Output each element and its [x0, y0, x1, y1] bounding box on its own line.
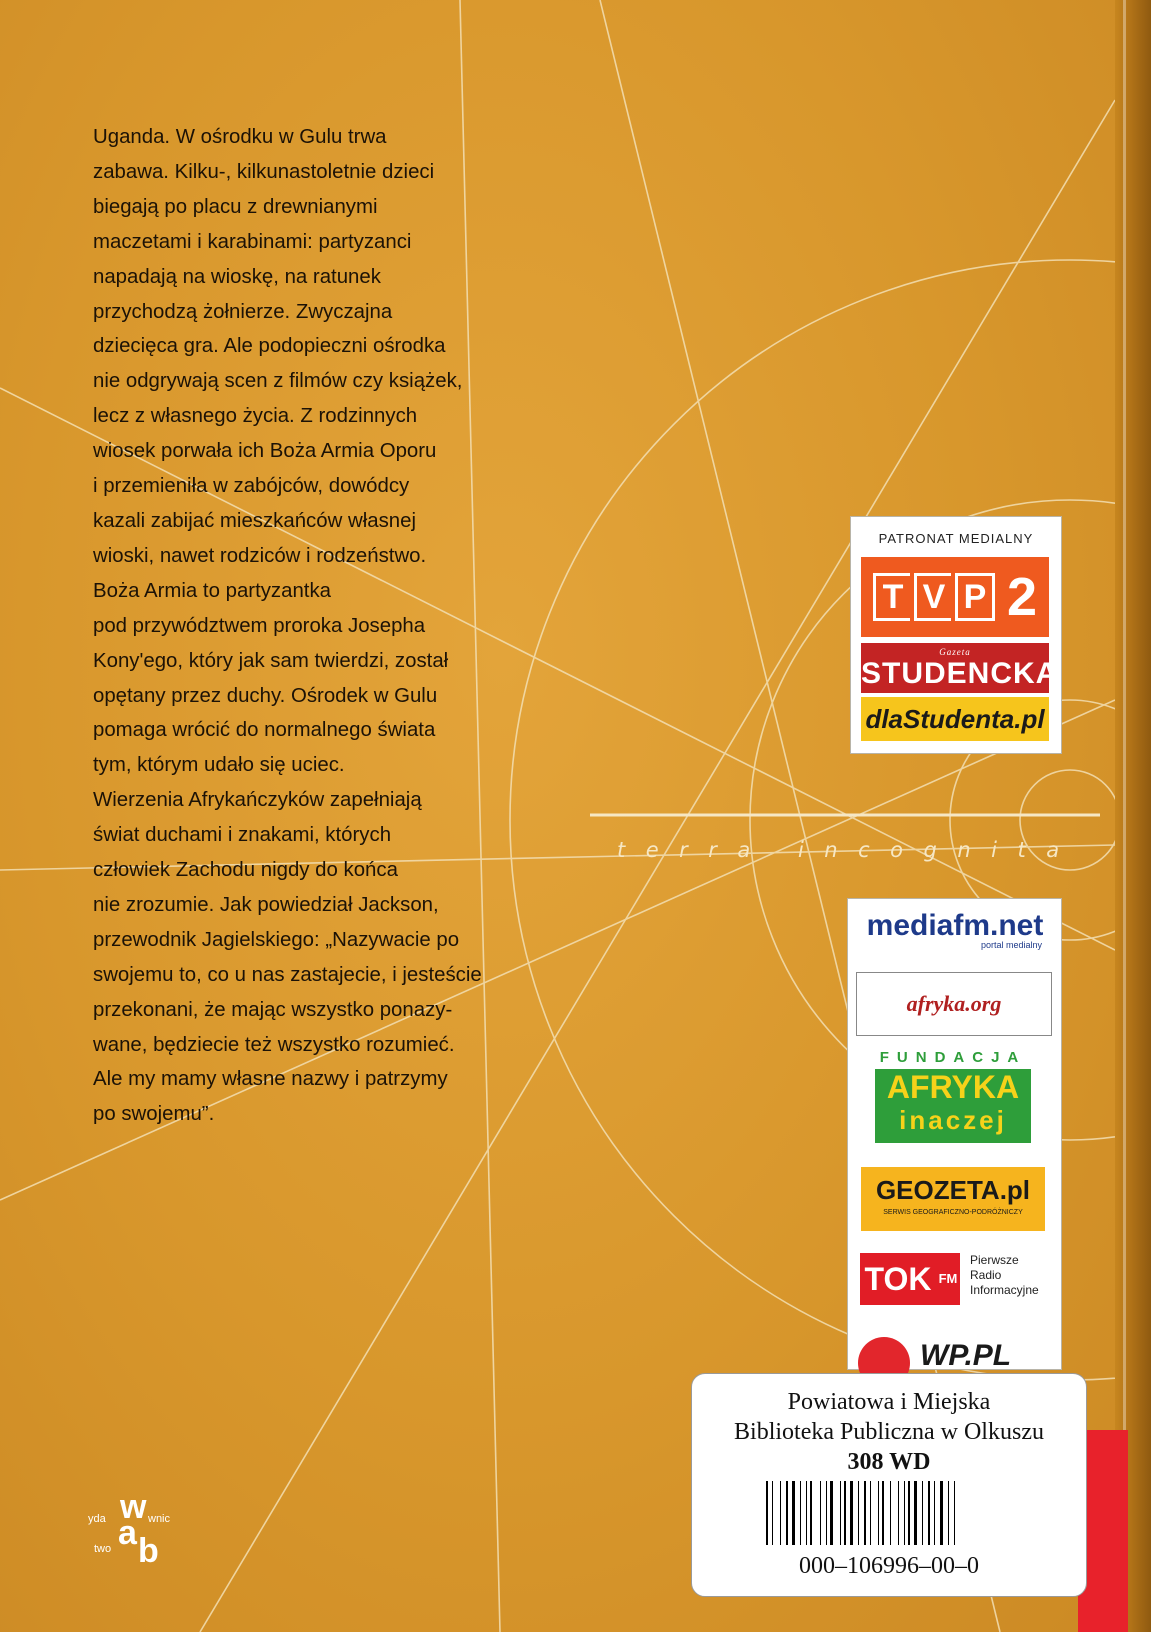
- barcode-bar: [786, 1481, 788, 1545]
- geozeta-subtitle: SERWIS GEOGRAFICZNO-PODRÓŻNICZY: [883, 1209, 1023, 1216]
- blurb-line: wiosek porwała ich Boża Armia Oporu: [93, 440, 437, 463]
- publisher-wab-logo: [88, 1490, 178, 1570]
- blurb-line: przewodnik Jagielskiego: „Nazywacie po: [93, 928, 460, 951]
- tokfm-tagline: [970, 1253, 1060, 1298]
- barcode-bar: [806, 1481, 807, 1545]
- fundacja-line-2: inaczej: [899, 1105, 1007, 1135]
- barcode-bar: [800, 1481, 801, 1545]
- blurb-line: swojemu to, co u nas zastajecie, i jesteście: [93, 963, 482, 986]
- blurb-line: kazali zabijać mieszkańców własnej: [93, 509, 416, 532]
- tokfm-tagline-2: Radio: [970, 1268, 1002, 1282]
- blurb-line: wane, będziecie też wszystko rozumieć.: [93, 1033, 455, 1056]
- publisher-fragment: wnic: [148, 1513, 171, 1525]
- barcode-bar: [820, 1481, 821, 1545]
- barcode-bar: [810, 1481, 812, 1545]
- publisher-letter-b: b: [138, 1532, 159, 1570]
- barcode-bar: [940, 1481, 943, 1545]
- tvp-letter: P: [955, 573, 995, 621]
- blurb-line: Ale my mamy własne nazwy i patrzymy: [93, 1068, 448, 1091]
- blurb-line: maczetami i karabinami: partyzanci: [93, 230, 412, 253]
- blurb-line: świat duchami i znakami, których: [93, 824, 392, 847]
- library-name-line-1: Powiatowa i Miejska: [787, 1389, 991, 1415]
- barcode-bar: [948, 1481, 949, 1545]
- blurb-line: napadają na wioskę, na ratunek: [93, 265, 381, 288]
- blurb-line: po swojemu”.: [93, 1103, 215, 1126]
- barcode-bar: [826, 1481, 827, 1545]
- fm-label: FM: [936, 1253, 960, 1305]
- blurb-line: człowiek Zachodu nigdy do końca: [93, 859, 398, 882]
- wp-label: WP.PL: [920, 1339, 1012, 1372]
- barcode-bar: [898, 1481, 899, 1545]
- back-cover-blurb: [93, 120, 533, 1132]
- barcode-bar: [792, 1481, 795, 1545]
- book-spine-edge: [1115, 0, 1151, 1632]
- series-title: terra incognita: [617, 838, 1080, 862]
- dlastudenta-logo: dlaStudenta.pl: [861, 697, 1049, 741]
- barcode-bar: [922, 1481, 923, 1545]
- studencka-label: STUDENCKA: [861, 657, 1059, 690]
- barcode-bar: [882, 1481, 884, 1545]
- media-patronage-panel: [850, 516, 1062, 754]
- gazeta-studencka-logo: [861, 643, 1059, 693]
- tokfm-tagline-3: Informacyjne: [970, 1283, 1039, 1297]
- geozeta-name: GEOZETA.pl: [875, 1175, 1031, 1205]
- barcode-bar: [870, 1481, 871, 1545]
- blurb-line: pomaga wrócić do normalnego świata: [93, 719, 436, 742]
- blurb-line: i przemieniła w zabójców, dowódcy: [93, 475, 410, 498]
- wp-logo: [858, 1337, 1048, 1372]
- fundacja-box: [875, 1069, 1031, 1143]
- blurb-line: Uganda. W ośrodku w Gulu trwa: [93, 126, 387, 148]
- tvp-letter: T: [873, 573, 910, 621]
- barcode-bar: [830, 1481, 833, 1545]
- barcode-bar: [954, 1481, 955, 1545]
- afryka-org-logo: afryka.org: [856, 972, 1052, 1036]
- blurb-line: Wierzenia Afrykańczyków zapełniają: [93, 789, 422, 812]
- spine-groove: [1123, 0, 1126, 1632]
- barcode-number: 000–106996–00–0: [799, 1553, 979, 1579]
- tokfm-logo: [860, 1249, 1050, 1321]
- barcode-bar: [890, 1481, 891, 1545]
- barcode-bar: [878, 1481, 879, 1545]
- barcode-bar: [844, 1481, 846, 1545]
- blurb-line: opętany przez duchy. Ośrodek w Gulu: [93, 684, 438, 707]
- fundacja-label: FUNDACJA: [879, 1049, 1027, 1066]
- gazeta-label: Gazeta: [939, 647, 971, 657]
- blurb-line: nie odgrywają scen z filmów czy książek,: [93, 370, 463, 393]
- barcode-bar: [908, 1481, 910, 1545]
- publisher-fragment: two: [94, 1543, 112, 1555]
- tvp2-logo: [861, 557, 1049, 637]
- barcode: [764, 1481, 1014, 1545]
- library-label: [691, 1373, 1087, 1597]
- mediafm-subtitle: portal medialny: [980, 940, 1042, 950]
- geozeta-logo: [861, 1167, 1045, 1231]
- blurb-line: zabawa. Kilku-, kilkunastoletnie dzieci: [93, 160, 435, 183]
- blurb-line: tym, którym udało się uciec.: [93, 754, 345, 777]
- blurb-line: Boża Armia to partyzantka: [93, 579, 332, 602]
- blurb-line: przychodzą żołnierze. Zwyczajna: [93, 300, 393, 323]
- blurb-line: dziecięca gra. Ale podopieczni ośrodka: [93, 335, 446, 358]
- blurb-line: nie zrozumie. Jak powiedział Jackson,: [93, 893, 439, 916]
- partners-panel: [847, 898, 1062, 1370]
- blurb-line: Kony'ego, który jak sam twierdzi, został: [93, 649, 449, 672]
- mediafm-logo: [862, 911, 1048, 967]
- barcode-bar: [904, 1481, 905, 1545]
- barcode-bar: [928, 1481, 930, 1545]
- barcode-bar: [766, 1481, 768, 1545]
- barcode-bar: [840, 1481, 841, 1545]
- barcode-bar: [914, 1481, 917, 1545]
- fundacja-line-1: AFRYKA: [886, 1069, 1020, 1105]
- call-number: 308 WD: [847, 1449, 931, 1475]
- barcode-bar: [858, 1481, 859, 1545]
- fundacja-afryka-inaczej-logo: [875, 1050, 1031, 1146]
- blurb-line: wioski, nawet rodziców i rodzeństwo.: [93, 544, 427, 567]
- barcode-bar: [850, 1481, 853, 1545]
- patronage-title: PATRONAT MEDIALNY: [878, 531, 1034, 546]
- barcode-bar: [864, 1481, 866, 1545]
- library-name-line-2: Biblioteka Publiczna w Olkuszu: [734, 1419, 1044, 1445]
- blurb-line: biegają po placu z drewnianymi: [93, 195, 378, 218]
- barcode-bar: [772, 1481, 773, 1545]
- barcode-bar: [780, 1481, 781, 1545]
- publisher-letter-w: w: [120, 1488, 147, 1526]
- barcode-bar: [934, 1481, 935, 1545]
- tok-label: TOK: [860, 1253, 936, 1305]
- publisher-fragment: yda: [88, 1513, 106, 1525]
- tvp-number: 2: [1006, 567, 1038, 627]
- blurb-line: pod przywództwem proroka Josepha: [93, 614, 426, 637]
- mediafm-name: mediafm.net: [866, 909, 1044, 942]
- blurb-line: lecz z własnego życia. Z rodzinnych: [93, 405, 418, 428]
- publisher-letter-a: a: [118, 1514, 137, 1552]
- blurb-line: przekonani, że mając wszystko ponazy-: [93, 998, 453, 1021]
- tokfm-tagline-1: Pierwsze: [970, 1253, 1019, 1267]
- tvp-letter: V: [914, 573, 951, 621]
